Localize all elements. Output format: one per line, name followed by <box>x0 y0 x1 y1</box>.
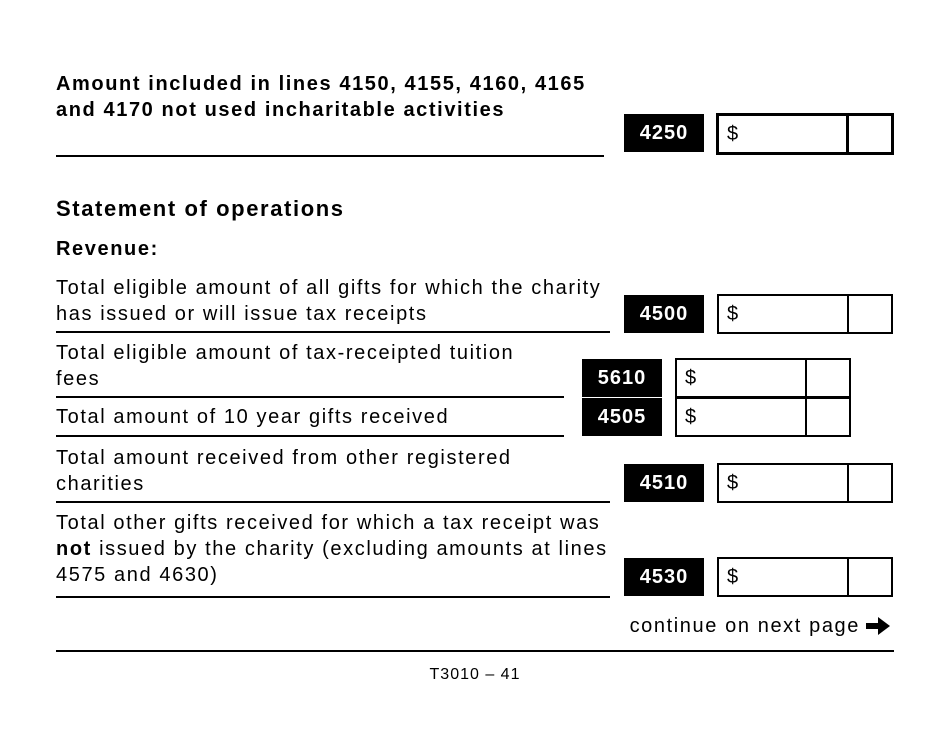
divider <box>56 396 564 398</box>
currency-symbol: $ <box>677 360 807 396</box>
arrow-right-icon <box>864 614 892 638</box>
line-code-5610: 5610 <box>582 359 662 397</box>
line-4530-text-before: Total other gifts received for which a tax receipt was <box>56 512 601 534</box>
currency-symbol: $ <box>719 296 849 332</box>
footer-divider <box>56 650 894 652</box>
currency-symbol: $ <box>677 399 807 435</box>
line-code-4510: 4510 <box>624 464 704 502</box>
divider <box>56 501 610 503</box>
amount-field-5610[interactable] <box>675 358 851 398</box>
page-footer: T3010 – 41 <box>429 666 521 683</box>
amount-field-4530[interactable] <box>717 557 893 597</box>
line-code-4505: 4505 <box>582 398 662 436</box>
cents-field[interactable] <box>849 559 891 595</box>
line-4530-label <box>56 510 616 588</box>
cents-field[interactable] <box>849 116 891 152</box>
cents-field[interactable] <box>807 399 849 435</box>
line-4510-label: Total amount received from other registered charities <box>56 447 512 495</box>
line-code-4250: 4250 <box>624 114 704 152</box>
amount-field-4500[interactable] <box>717 294 893 334</box>
amount-field-4510[interactable] <box>717 463 893 503</box>
cents-field[interactable] <box>807 360 849 396</box>
line-code-4530: 4530 <box>624 558 704 596</box>
divider <box>56 331 610 333</box>
cents-field[interactable] <box>849 465 891 501</box>
amount-field-4505[interactable] <box>675 397 851 437</box>
currency-symbol: $ <box>719 116 849 152</box>
section-title: Statement of operations <box>56 196 345 221</box>
revenue-label: Revenue: <box>56 238 159 260</box>
cents-field[interactable] <box>849 296 891 332</box>
line-4530-text-after: issued by the charity (excluding amounts at lines 4575 and 4630) <box>56 538 608 586</box>
line-4500-label: Total eligible amount of all gifts for which the charity has issued or will issue tax receipts <box>56 277 602 325</box>
divider <box>56 155 604 157</box>
continue-text: continue on next page <box>629 614 860 637</box>
currency-symbol: $ <box>719 465 849 501</box>
continue-note <box>630 614 892 638</box>
divider <box>56 435 564 437</box>
line-5610-label: Total eligible amount of tax-receipted tuition fees <box>56 342 515 390</box>
currency-symbol: $ <box>719 559 849 595</box>
line-4250-label: Amount included in lines 4150, 4155, 4160, 4165 and 4170 not used incharitable activities <box>56 73 586 121</box>
line-4530-text-bold: not <box>56 538 92 560</box>
amount-field-4250[interactable] <box>716 113 894 155</box>
divider <box>56 596 610 598</box>
line-code-4500: 4500 <box>624 295 704 333</box>
line-4505-label: Total amount of 10 year gifts received <box>56 406 450 428</box>
